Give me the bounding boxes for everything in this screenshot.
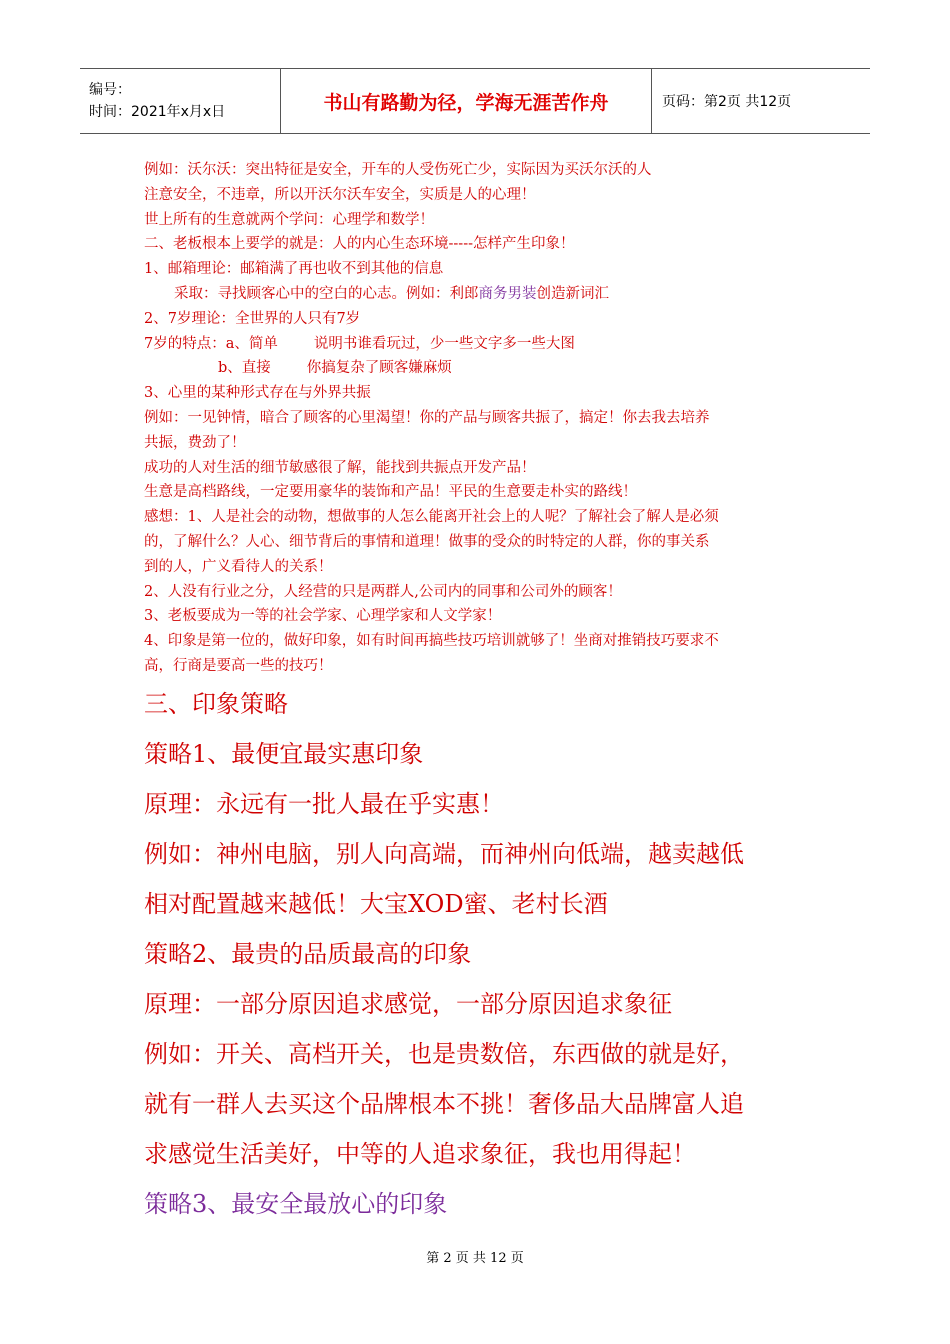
text-line [144,332,814,357]
header-meta [80,69,281,133]
text-line: 4、印象是第一位的，做好印象，如有时间再搞些技巧培训就够了！坐商对推销技巧要求不 [144,633,719,650]
text-line: 的，了解什么？人心、细节背后的事情和道理！做事的受众的时特定的人群，你的事关系 [144,533,710,550]
text-line: 例如：开关、高档开关，也是贵数倍，东西做的就是好， [144,1039,744,1068]
text-span: b、直接 [218,360,271,377]
text-span: 采取：寻找顾客心中的空白的心志。例如：利郎 [174,285,479,302]
text-line: 求感觉生活美好，中等的人追求象征，我也用得起！ [144,1139,696,1168]
header-page-info [652,69,870,133]
motto-text: 书山有路勤为径，学海无涯苦作舟 [323,91,609,114]
text-line [144,356,814,381]
page-header [80,68,870,134]
text-line: 原理：永远有一批人最在乎实惠！ [144,789,504,818]
section-heading: 三、印象策略 [144,689,288,718]
strategy-heading: 策略2、最贵的品质最高的印象 [144,939,472,968]
text-line: 3、心里的某种形式存在与外界共振 [144,385,371,402]
code-label: 编号： [89,82,131,98]
text-line: 1、邮箱理论：邮箱满了再也收不到其他的信息 [144,261,444,278]
text-line: 生意是高档路线，一定要用豪华的装饰和产品！平民的生意要走朴实的路线！ [144,484,637,501]
text-line: 相对配置越来越低！大宝XOD蜜、老村长酒 [144,889,608,918]
text-line: 3、老板要成为一等的社会学家、心理学家和人文学家！ [144,608,502,625]
page-info-text: 页码：第2页 共12页 [662,94,792,110]
page-footer: 第 2 页 共 12 页 [426,1251,524,1266]
text-line: 例如：神州电脑，别人向高端，而神州向低端，越卖越低 [144,839,744,868]
text-line: 二、老板根本上要学的就是：人的内心生态环境-----怎样产生印象！ [144,236,575,253]
date-line: 时间：2021年x月x日 [89,104,226,120]
text-line: 感想：1、人是社会的动物，想做事的人怎么能离开社会上的人呢？了解社会了解人是必须 [144,509,719,526]
text-span: 7岁的特点：a、简单 [144,335,278,352]
text-line: 例如：一见钟情，暗合了顾客的心里渴望！你的产品与顾客共振了，搞定！你去我去培养 [144,409,710,426]
text-span: 说明书谁看玩过，少一些文字多一些大图 [313,335,575,352]
strategy-heading: 策略3、最安全最放心的印象 [144,1189,448,1218]
text-line: 成功的人对生活的细节敏感很了解，能找到共振点开发产品！ [144,459,536,476]
text-line: 到的人，广义看待人的关系！ [144,558,333,575]
text-line: 原理：一部分原因追求感觉，一部分原因追求象征 [144,989,672,1018]
text-line: 例如：沃尔沃：突出特征是安全，开车的人受伤死亡少，实际因为买沃尔沃的人 [144,162,652,178]
text-span: 你搞复杂了顾客嫌麻烦 [306,360,452,377]
text-line: 共振，费劲了！ [144,434,246,451]
text-line: 就有一群人去买这个品牌根本不挑！奢侈品大品牌富人追 [144,1089,744,1118]
document-body [144,158,814,1229]
strategy-heading: 策略1、最便宜最实惠印象 [144,739,424,768]
text-line: 注意安全，不违章，所以开沃尔沃车安全，实质是人的心理！ [144,186,536,203]
text-line [144,282,814,307]
header-motto [281,69,652,133]
brand-term: 商务男装 [478,285,537,302]
text-line: 2、7岁理论：全世界的人只有7岁 [144,310,361,327]
text-line: 2、人没有行业之分，人经营的只是两群人,公司内的同事和公司外的顾客！ [144,583,622,600]
text-span: 创造新词汇 [536,285,609,302]
text-line: 世上所有的生意就两个学问：心理学和数学！ [144,211,434,228]
text-line: 高，行商是要高一些的技巧！ [144,657,333,674]
